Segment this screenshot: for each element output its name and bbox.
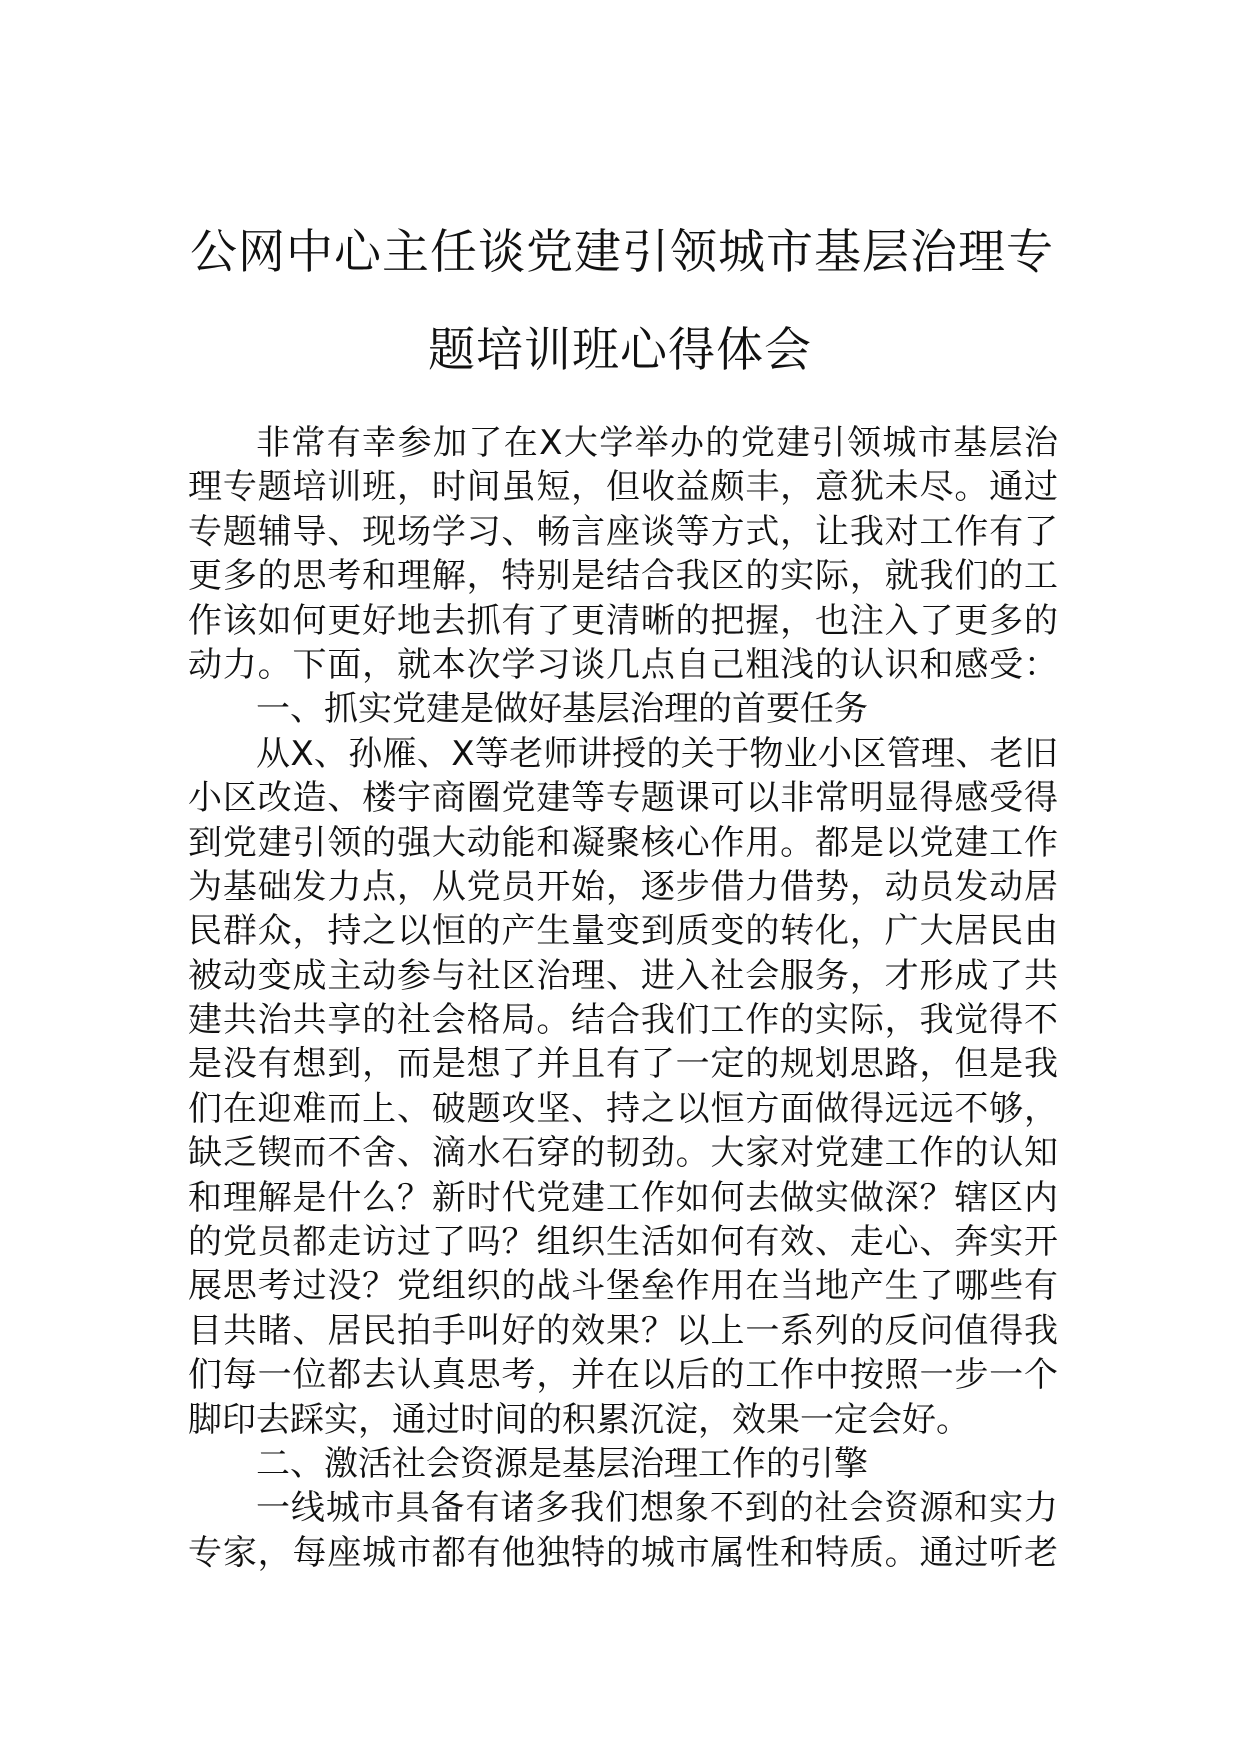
paragraph-line: 的党员都走访过了吗？组织生活如何有效、走心、奔实开 bbox=[188, 1222, 1058, 1263]
paragraph-line: 理专题培训班，时间虽短，但收益颇丰，意犹未尽。通过 bbox=[188, 467, 1058, 508]
paragraph-line: 和理解是什么？新时代党建工作如何去做实做深？辖区内 bbox=[188, 1177, 1058, 1218]
document-body bbox=[188, 421, 1058, 1575]
paragraph-line: 展思考过没？党组织的战斗堡垒作用在当地产生了哪些有 bbox=[188, 1266, 1058, 1307]
title-line-1: 公网中心主任谈党建引领城市基层治理专 bbox=[190, 225, 1054, 280]
paragraph-line: 小区改造、楼宇商圈党建等专题课可以非常明显得感受得 bbox=[188, 778, 1058, 819]
paragraph-line: 动力。下面，就本次学习谈几点自己粗浅的认识和感受： bbox=[188, 644, 1058, 685]
paragraph-line: 专题辅导、现场学习、畅言座谈等方式，让我对工作有了 bbox=[188, 511, 1058, 552]
paragraph-line: 到党建引领的强大动能和凝聚核心作用。都是以党建工作 bbox=[188, 822, 1058, 863]
paragraph-line: 从X、孙雁、X等老师讲授的关于物业小区管理、老旧 bbox=[256, 733, 1058, 774]
title-line-2: 题培训班心得体会 bbox=[428, 323, 812, 378]
paragraph-line: 们每一位都去认真思考，并在以后的工作中按照一步一个 bbox=[188, 1355, 1058, 1396]
section-heading: 二、激活社会资源是基层治理工作的引擎 bbox=[256, 1443, 868, 1484]
paragraph-line: 被动变成主动参与社区治理、进入社会服务，才形成了共 bbox=[188, 955, 1058, 996]
document-title bbox=[190, 204, 1054, 400]
paragraph-line: 一线城市具备有诸多我们想象不到的社会资源和实力 bbox=[256, 1488, 1058, 1529]
paragraph-line: 目共睹、居民拍手叫好的效果？以上一系列的反问值得我 bbox=[188, 1310, 1058, 1351]
paragraph-line: 专家，每座城市都有他独特的城市属性和特质。通过听老 bbox=[188, 1532, 1058, 1573]
paragraph-line: 民群众，持之以恒的产生量变到质变的转化，广大居民由 bbox=[188, 911, 1058, 952]
paragraph-line: 为基础发力点，从党员开始，逐步借力借势，动员发动居 bbox=[188, 866, 1058, 907]
paragraph-line: 是没有想到，而是想了并且有了一定的规划思路，但是我 bbox=[188, 1044, 1058, 1085]
section-heading: 一、抓实党建是做好基层治理的首要任务 bbox=[256, 689, 868, 730]
paragraph-line: 们在迎难而上、破题攻坚、持之以恒方面做得远远不够， bbox=[188, 1088, 1058, 1129]
paragraph-line: 脚印去踩实，通过时间的积累沉淀，效果一定会好。 bbox=[188, 1399, 970, 1440]
paragraph-line: 建共治共享的社会格局。结合我们工作的实际，我觉得不 bbox=[188, 1000, 1058, 1041]
paragraph-line: 缺乏锲而不舍、滴水石穿的韧劲。大家对党建工作的认知 bbox=[188, 1133, 1058, 1174]
paragraph-line: 非常有幸参加了在X大学举办的党建引领城市基层治 bbox=[256, 423, 1058, 463]
paragraph-line: 更多的思考和理解，特别是结合我区的实际，就我们的工 bbox=[188, 556, 1058, 597]
paragraph-line: 作该如何更好地去抓有了更清晰的把握，也注入了更多的 bbox=[188, 600, 1058, 641]
